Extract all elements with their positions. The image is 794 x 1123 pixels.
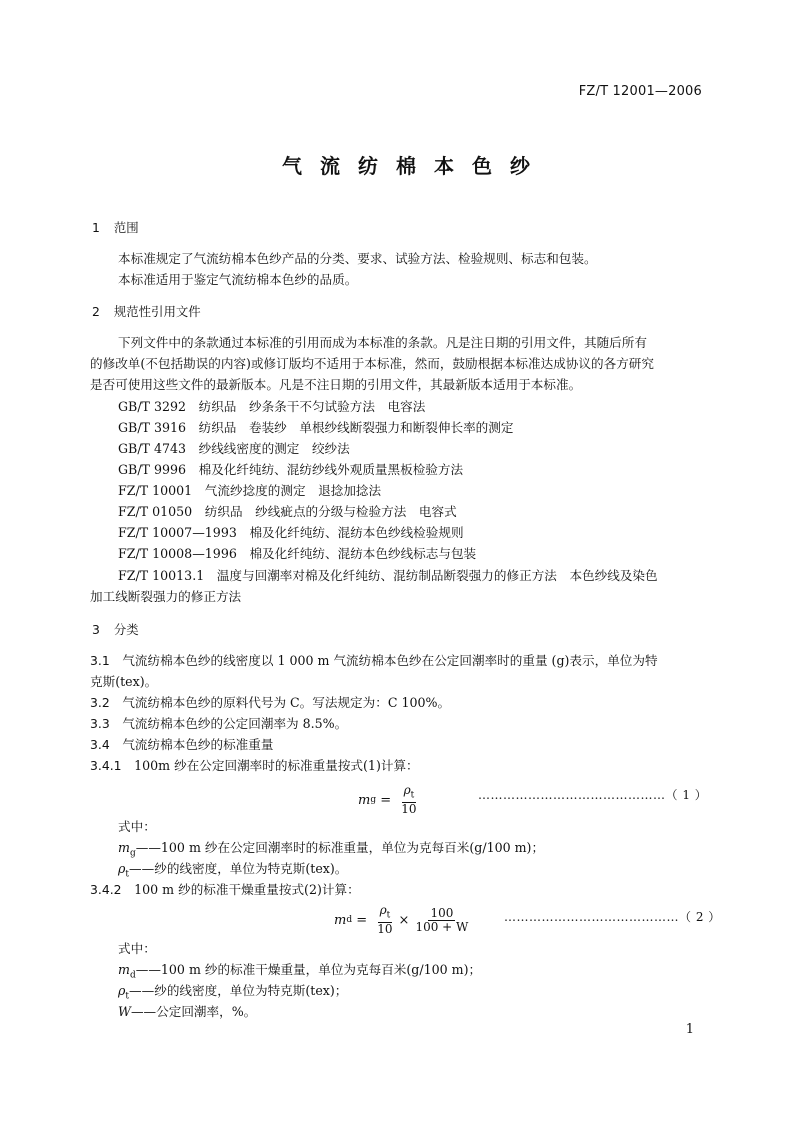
definition-md: $m_d——100$ m 纱的标准干燥重量，单位为克每百米(g/100 m)； [118,962,482,981]
reference-item: FZ/T 01050 纺织品 纱线疵点的分级与检验方法 电容式 [118,504,457,519]
clause-3-4: 3.4 气流纺棉本色纱的标准重量 [90,737,274,752]
section-2-heading: 2 规范性引用文件 [92,304,201,319]
definition-rho: $\rho_t——$纱的线密度，单位为特克斯(tex)。 [118,861,348,880]
clause-3-2: 3.2 气流纺棉本色纱的原料代号为 C。写法规定为：C 100%。 [90,695,451,710]
section-2-intro-line: 下列文件中的条款通过本标准的引用而成为本标准的条款。凡是注日期的引用文件，其随后所有 [118,335,647,350]
reference-continuation: 加工线断裂强力的修正方法 [90,589,242,604]
definition-mg: $m_g——100$ m 纱在公定回潮率时的标准重量，单位为克每百米(g/100 m)； [118,840,545,859]
formula-2-leader: ……………………………………（ 2 ） [504,910,721,924]
reference-item: GB/T 9996 棉及化纤纯纺、混纺纱线外观质量黑板检验方法 [118,462,464,477]
page-title: 气流纺棉本色纱 [282,154,548,178]
clause-3-1-continued: 克斯(tex)。 [90,674,158,689]
definition-w: W——公定回潮率，%。 [118,1004,257,1019]
section-1-heading: 1 范围 [92,220,139,235]
definition-rho: $\rho_t——$纱的线密度，单位为特克斯(tex)； [118,983,348,1002]
reference-item: FZ/T 10007—1993 棉及化纤纯纺、混纺本色纱线检验规则 [118,525,464,540]
reference-item: GB/T 3292 纺织品 纱条条干不匀试验方法 电容法 [118,399,426,414]
formula-1: m g = $\frac{\rho_t}{10}$ [358,783,417,817]
reference-item: GB/T 4743 纱线线密度的测定 绞纱法 [118,441,350,456]
reference-item: FZ/T 10008—1996 棉及化纤纯纺、混纺本色纱线标志与包装 [118,546,477,561]
reference-item: FZ/T 10001 气流纱捻度的测定 退捻加捻法 [118,483,382,498]
standard-code: FZ/T 12001—2006 [578,84,702,99]
where-label: 式中： [118,819,156,834]
section-2-intro-line: 是否可使用这些文件的最新版本。凡是不注日期的引用文件，其最新版本适用于本标准。 [90,377,582,392]
clause-3-4-1: 3.4.1 100m 纱在公定回潮率时的标准重量按式(1)计算： [90,758,419,773]
section-1-paragraph: 本标准适用于鉴定气流纺棉本色纱的品质。 [118,272,358,287]
clause-3-3: 3.3 气流纺棉本色纱的公定回潮率为 8.5%。 [90,716,348,731]
reference-item: FZ/T 10013.1 温度与回潮率对棉及化纤纯纺、混纺制品断裂强力的修正方法 本色纱线及染色 [118,568,658,583]
page-number: 1 [685,1022,694,1037]
section-1-paragraph: 本标准规定了气流纺棉本色纱产品的分类、要求、试验方法、检验规则、标志和包装。 [118,251,597,266]
formula-2: m d = $\frac{\rho_t}{10}$ × $\frac{100}{100 + W}$ [334,903,469,937]
section-2-intro-line: 的修改单(不包括勘误的内容)或修订版均不适用于本标准，然而，鼓励根据本标准达成协议的各方研究 [90,356,654,371]
clause-3-1: 3.1 气流纺棉本色纱的线密度以 1 000 m 气流纺棉本色纱在公定回潮率时的重量 (g)表示，单位为特 [90,653,658,668]
reference-item: GB/T 3916 纺织品 卷装纱 单根纱线断裂强力和断裂伸长率的测定 [118,420,514,435]
clause-3-4-2: 3.4.2 100 m 纱的标准干燥重量按式(2)计算： [90,882,360,897]
section-3-heading: 3 分类 [92,622,139,637]
formula-1-leader: ………………………………………（ 1 ） [478,788,708,802]
where-label: 式中： [118,941,156,956]
